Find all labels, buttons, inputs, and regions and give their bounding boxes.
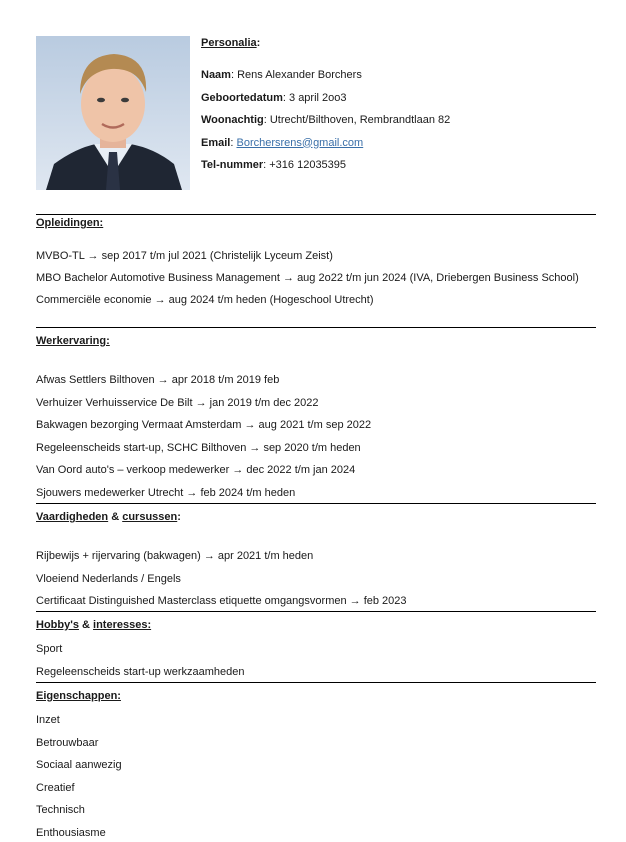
- trait-item: Technisch: [36, 804, 85, 816]
- email-link[interactable]: Borchersrens@gmail.com: [236, 136, 364, 149]
- work-item: Bakwagen bezorging Vermaat Amsterdam → aug 2021 t/m sep 2022: [36, 419, 372, 431]
- hobbies-section: [36, 619, 596, 679]
- education-item: MBO Bachelor Automotive Business Management → aug 2o22 t/m jun 2024 (IVA, Driebergen Business School): [36, 272, 579, 284]
- work-item: Sjouwers medewerker Utrecht → feb 2024 t/m heden: [36, 486, 296, 499]
- skills-section: [36, 511, 596, 608]
- work-item: Regeleenscheids start-up, SCHC Bilthoven → sep 2020 t/m heden: [36, 441, 361, 454]
- education-item: MVBO-TL → sep 2017 t/m jul 2021 (Christelijk Lyceum Zeist): [36, 250, 333, 262]
- residence-row: Woonachtig: Utrecht/Bilthoven, Rembrandtlaan 82: [201, 114, 451, 126]
- phone-row: Tel-nummer: +316 12035395: [201, 159, 347, 171]
- trait-item: Inzet: [36, 714, 60, 726]
- work-item: Verhuizer Verhuisservice De Bilt → jan 2019 t/m dec 2022: [36, 396, 319, 409]
- work-item: Van Oord auto's – verkoop medewerker → dec 2022 t/m jan 2024: [36, 464, 356, 476]
- hobby-item: Regeleenscheids start-up werkzaamheden: [36, 665, 245, 678]
- skill-item: Rijbewijs + rijervaring (bakwagen) → apr 2021 t/m heden: [36, 550, 314, 562]
- section-divider: [36, 214, 596, 215]
- personal-info: [201, 37, 601, 182]
- education-item: Commerciële economie → aug 2024 t/m heden (Hogeschool Utrecht): [36, 294, 374, 306]
- birthdate-row: Geboortedatum: 3 april 2oo3: [201, 91, 347, 104]
- trait-item: Creatief: [36, 781, 75, 794]
- education-section: [36, 217, 596, 307]
- traits-heading: Eigenschappen:: [36, 690, 121, 702]
- skill-item: Vloeiend Nederlands / Engels: [36, 572, 181, 585]
- work-item: Afwas Settlers Bilthoven → apr 2018 t/m 2019 feb: [36, 374, 280, 386]
- skill-item: Certificaat Distinguished Masterclass etiquette omgangsvormen → feb 2023: [36, 595, 407, 607]
- trait-item: Betrouwbaar: [36, 736, 99, 749]
- hobbies-heading: Hobby's & interesses:: [36, 619, 152, 631]
- work-section: [36, 335, 596, 500]
- trait-item: Enthousiasme: [36, 826, 106, 839]
- profile-photo: [36, 36, 190, 190]
- personal-heading: Personalia:: [201, 37, 261, 49]
- name-row: Naam: Rens Alexander Borchers: [201, 69, 362, 81]
- email-row: Email: Borchersrens@gmail.com: [201, 136, 364, 149]
- hobby-item: Sport: [36, 643, 63, 655]
- section-divider: [36, 611, 596, 612]
- skills-heading: Vaardigheden & cursussen:: [36, 511, 181, 523]
- education-heading: Opleidingen:: [36, 217, 104, 229]
- traits-section: [36, 690, 596, 840]
- section-divider: [36, 682, 596, 683]
- trait-item: Sociaal aanwezig: [36, 759, 122, 771]
- work-heading: Werkervaring:: [36, 335, 110, 347]
- section-divider: [36, 327, 596, 328]
- section-divider: [36, 503, 596, 504]
